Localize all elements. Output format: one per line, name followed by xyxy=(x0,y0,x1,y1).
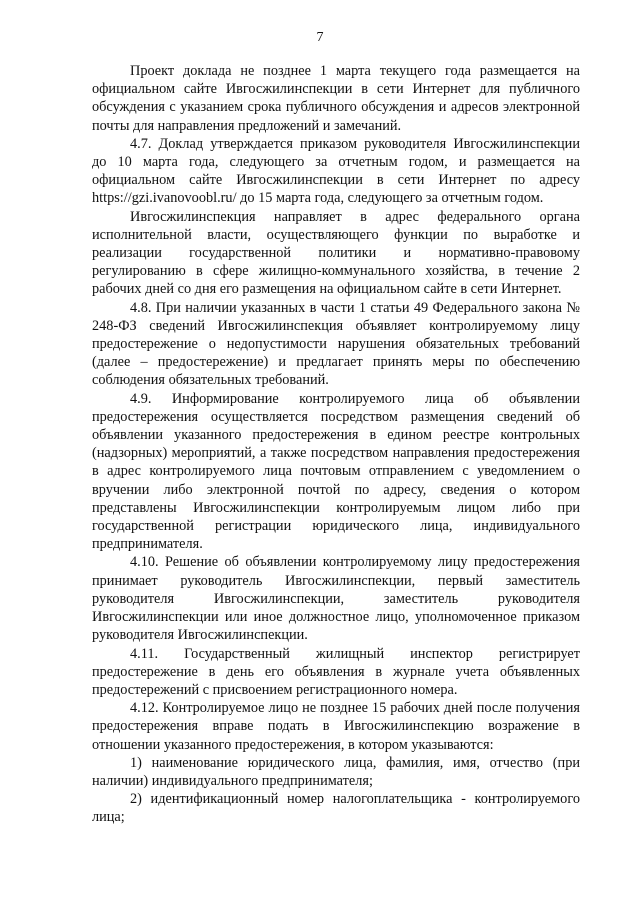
paragraph-report-submission: Ивгосжилинспекция направляет в адрес федерального органа исполнительной власти, осуществляющего функции по выработке и реализации государственной политики и нормативно-правовому регулированию в сфере жилищно-коммунального хозяйства, в течение 2 рабочих дней со дня его размещения на официальном сайте в сети Интернет. xyxy=(92,208,580,298)
paragraph-4-11: 4.11. Государственный жилищный инспектор регистрирует предостережение в день его объявления в журнале учета объявленных предостережений с присвоением регистрационного номера. xyxy=(92,645,580,698)
paragraph-4-7: 4.7. Доклад утверждается приказом руководителя Ивгосжилинспекции до 10 марта года, следующего за отчетным годом, и размещается на официальном сайте Ивгосжилинспекции в сети Интернет по адресу https://gzi.ivanovoobl.ru/ до 15 марта года, следующего за отчетным годом. xyxy=(92,135,580,207)
list-item-1: 1) наименование юридического лица, фамилия, имя, отчество (при наличии) индивидуального предпринимателя; xyxy=(92,754,580,789)
page-number: 7 xyxy=(316,30,324,45)
paragraph-4-10: 4.10. Решение об объявлении контролируемому лицу предостережения принимает руководитель Ивгосжилинспекции, первый заместитель руководителя Ивгосжилинспекции, заместитель руководителя Ивгосжилинспекции или иное должностное лицо, уполномоченное приказом руководителя Ивгосжилинспекции. xyxy=(92,554,580,644)
list-item-2: 2) идентификационный номер налогоплательщика - контролируемого лица; xyxy=(92,791,580,826)
paragraph-4-12: 4.12. Контролируемое лицо не позднее 15 рабочих дней после получения предостережения вправе подать в Ивгосжилинспекцию возражение в отношении указанного предостережения, в котором указываются: xyxy=(92,700,580,753)
document-body xyxy=(92,62,580,827)
paragraph-4-9: 4.9. Информирование контролируемого лица об объявлении предостережения осуществляется посредством размещения сведений об объявлении указанного предостережения в едином реестре контрольных (надзорных) мероприятий, а также посредством направления предостережения в адрес контролируемого лица почтовым отправлением с уведомлением о вручении либо электронной почтой по адресу, сведения о котором представлены Ивгосжилинспекции контролируемым лицом либо при государственной регистрации юридического лица, индивидуального предпринимателя. xyxy=(92,390,580,553)
paragraph-4-8: 4.8. При наличии указанных в части 1 статьи 49 Федерального закона № 248-ФЗ сведений Ивгосжилинспекция объявляет контролируемому лицу предостережение о недопустимости нарушения обязательных требований (далее – предостережение) и предлагает принять меры по обеспечению соблюдения обязательных требований. xyxy=(92,299,580,389)
paragraph-report-draft: Проект доклада не позднее 1 марта текущего года размещается на официальном сайте Ивгосжилинспекции в сети Интернет для публичного обсуждения с указанием срока публичного обсуждения и адресов электронной почты для направления предложений и замечаний. xyxy=(92,63,580,134)
